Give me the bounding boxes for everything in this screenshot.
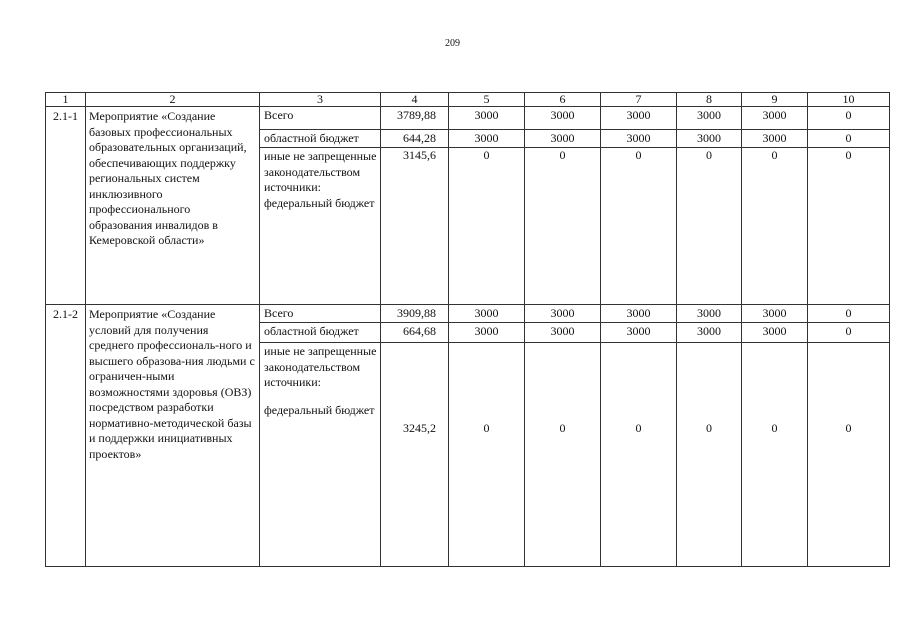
row-description: Мероприятие «Создание условий для получения среднего профессиональ-ного и высшего образова-ния людьми с ограничен-ными возможностями здоровья (ОВЗ) посредством разработки нормативно-методической базы и поддержки инициативных проектов» xyxy=(86,305,260,567)
header-cell: 10 xyxy=(808,93,890,107)
value-cell: 3000 xyxy=(449,107,525,130)
value-cell: 0 xyxy=(677,148,742,305)
value-cell: 3000 xyxy=(449,130,525,148)
value-cell: 0 xyxy=(601,343,677,567)
value-cell: 3000 xyxy=(677,323,742,343)
federal-budget-label: федеральный бюджет xyxy=(264,402,375,417)
value-cell: 3000 xyxy=(742,323,808,343)
value-cell: 0 xyxy=(525,148,601,305)
value-cell: 644,28 xyxy=(381,130,449,148)
source-label: областной бюджет xyxy=(260,323,381,343)
value-cell: 0 xyxy=(808,130,890,148)
row-description: Мероприятие «Создание базовых профессиональных образовательных организаций, обеспечивающих поддержку региональных систем инклюзивного профессионального образования инвалидов в Кемеровской области» xyxy=(86,107,260,305)
other-sources-label: иные не запрещенные законодательством источники: xyxy=(264,149,377,194)
value-cell: 0 xyxy=(808,323,890,343)
source-label: Всего xyxy=(260,107,381,130)
header-cell: 1 xyxy=(46,93,86,107)
value-cell: 3000 xyxy=(677,305,742,323)
federal-budget-label: федеральный бюджет xyxy=(264,195,375,210)
value-cell: 3909,88 xyxy=(381,305,449,323)
value-cell: 3000 xyxy=(449,305,525,323)
header-cell: 2 xyxy=(86,93,260,107)
row-number: 2.1-1 xyxy=(46,107,86,305)
header-cell: 7 xyxy=(601,93,677,107)
value-cell: 3000 xyxy=(677,130,742,148)
value-cell: 0 xyxy=(742,148,808,305)
value-cell: 0 xyxy=(808,343,890,567)
value-cell: 0 xyxy=(601,148,677,305)
header-cell: 3 xyxy=(260,93,381,107)
table-row xyxy=(46,305,890,323)
value-cell: 3000 xyxy=(601,305,677,323)
value-cell: 3000 xyxy=(742,305,808,323)
value-cell: 3789,88 xyxy=(381,107,449,130)
header-cell: 8 xyxy=(677,93,742,107)
value-cell: 0 xyxy=(525,343,601,567)
value-cell: 3000 xyxy=(525,323,601,343)
source-label: областной бюджет xyxy=(260,130,381,148)
header-cell: 9 xyxy=(742,93,808,107)
table-row xyxy=(46,107,890,130)
source-label xyxy=(260,343,381,567)
row-number: 2.1-2 xyxy=(46,305,86,567)
value-cell: 3000 xyxy=(601,130,677,148)
value-cell: 0 xyxy=(449,343,525,567)
value-cell: 0 xyxy=(808,107,890,130)
value-cell: 0 xyxy=(449,148,525,305)
value-cell: 3000 xyxy=(525,130,601,148)
source-label xyxy=(260,148,381,305)
value-cell: 0 xyxy=(808,305,890,323)
value-cell: 3000 xyxy=(525,107,601,130)
value-cell: 3000 xyxy=(601,323,677,343)
header-cell: 5 xyxy=(449,93,525,107)
page-number: 209 xyxy=(445,38,460,49)
funding-table xyxy=(45,92,890,567)
value-cell: 0 xyxy=(808,148,890,305)
other-sources-label: иные не запрещенные законодательством источники: xyxy=(264,344,377,389)
header-row xyxy=(46,93,890,107)
value-cell: 3000 xyxy=(525,305,601,323)
value-cell: 3000 xyxy=(601,107,677,130)
value-cell: 0 xyxy=(742,343,808,567)
value-cell: 3000 xyxy=(449,323,525,343)
value-cell: 3000 xyxy=(742,130,808,148)
header-cell: 4 xyxy=(381,93,449,107)
value-cell: 3000 xyxy=(742,107,808,130)
header-cell: 6 xyxy=(525,93,601,107)
value-cell: 3000 xyxy=(677,107,742,130)
value-cell: 0 xyxy=(677,343,742,567)
value-cell: 3245,2 xyxy=(381,343,449,567)
value-cell: 3145,6 xyxy=(381,148,449,305)
source-label: Всего xyxy=(260,305,381,323)
value-cell: 664,68 xyxy=(381,323,449,343)
